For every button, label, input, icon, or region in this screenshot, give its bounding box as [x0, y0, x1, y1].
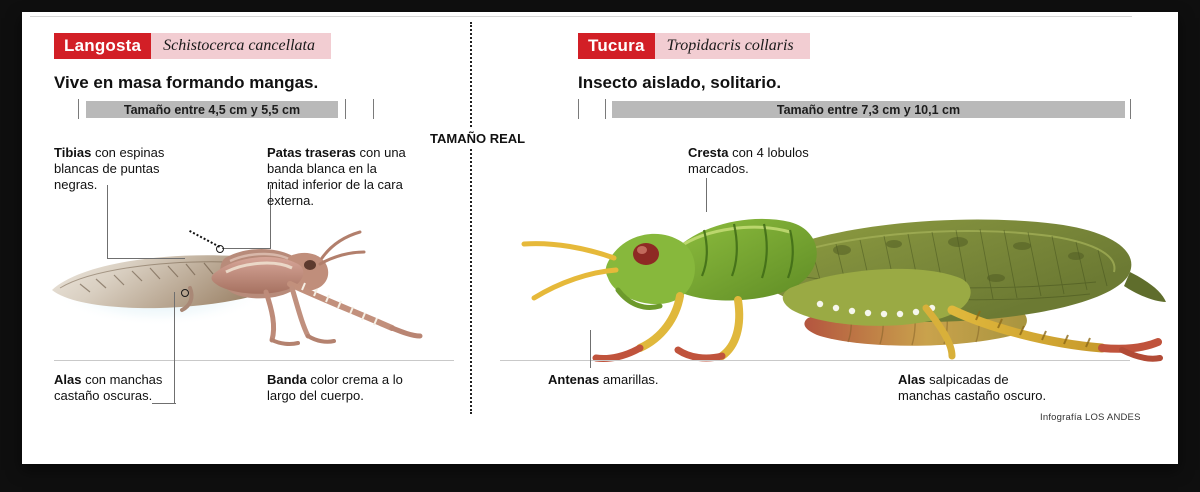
langosta-subtitle: Vive en masa formando mangas.	[54, 73, 319, 92]
langosta-leader-patas-h	[222, 248, 270, 249]
tucura-tick-left	[578, 99, 579, 119]
tucura-common-name: Tucura	[578, 33, 655, 59]
callout-cresta: Cresta con 4 lobulos marcados.	[688, 145, 809, 176]
langosta-tick-right	[373, 99, 374, 119]
langosta-size-bar	[86, 101, 338, 118]
top-divider-rule	[30, 16, 1132, 17]
callout-patas-traseras: Patas traseras con una banda blanca en la mitad inferior de la cara externa.	[267, 145, 406, 208]
panel-langosta-title	[54, 33, 331, 59]
tucura-tick-right	[1130, 99, 1131, 119]
tucura-illustration	[490, 150, 1170, 370]
center-dotted-divider	[470, 22, 472, 414]
callout-antenas: Antenas amarillas.	[548, 372, 659, 387]
langosta-tick-mid	[345, 99, 346, 119]
langosta-common-name: Langosta	[54, 33, 151, 59]
callout-tibias: Tibias con espinas blancas de puntas negras.	[54, 145, 165, 192]
panel-tucura-title	[578, 33, 810, 59]
tucura-scientific-name: Tropidacris collaris	[655, 33, 810, 59]
langosta-point-alas	[181, 289, 189, 297]
tucura-tick-left2	[605, 99, 606, 119]
tucura-baseline	[500, 360, 1130, 361]
langosta-scientific-name: Schistocerca cancellata	[151, 33, 331, 59]
tucura-leader-cresta-v	[706, 178, 707, 212]
real-size-label: TAMAÑO REAL	[424, 129, 531, 148]
langosta-size-label: Tamaño entre 4,5 cm y 5,5 cm	[123, 102, 301, 117]
langosta-leader-tibias-v	[107, 185, 108, 259]
langosta-tick-left	[78, 99, 79, 119]
tucura-size-bar	[612, 101, 1125, 118]
tucura-leader-antenas-v	[590, 330, 591, 368]
credit-line: Infografía LOS ANDES	[1040, 412, 1141, 423]
tucura-subtitle: Insecto aislado, solitario.	[578, 73, 782, 92]
tucura-size-label: Tamaño entre 7,3 cm y 10,1 cm	[776, 102, 961, 117]
langosta-baseline	[54, 360, 454, 361]
callout-banda: Banda color crema a lo largo del cuerpo.	[267, 372, 403, 403]
callout-alas-tucura: Alas salpicadas de manchas castaño oscuro.	[898, 372, 1047, 403]
langosta-leader-tibias-h	[107, 258, 185, 259]
callout-alas: Alas con manchas castaño oscuras.	[54, 372, 163, 403]
